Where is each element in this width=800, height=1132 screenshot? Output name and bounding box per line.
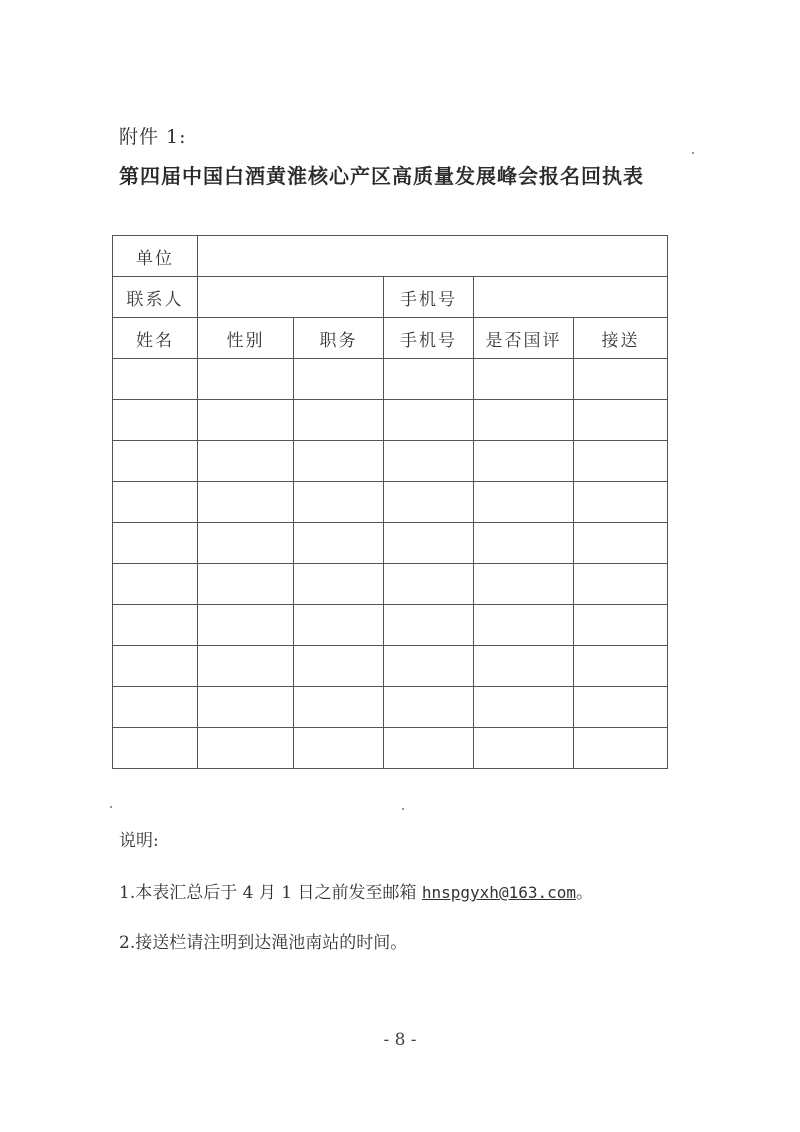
attendee-row (113, 441, 668, 482)
contact-label: 联系人 (113, 277, 198, 318)
attendee-cell[interactable] (474, 605, 574, 646)
unit-row (113, 236, 668, 277)
email-link[interactable]: hnspgyxh@163.com (421, 883, 576, 902)
attendee-cell[interactable] (198, 400, 294, 441)
attendee-cell[interactable] (294, 441, 384, 482)
unit-label: 单位 (113, 236, 198, 277)
attendee-cell[interactable] (113, 400, 198, 441)
column-header-row (113, 318, 668, 359)
attendee-cell[interactable] (113, 687, 198, 728)
attendee-cell[interactable] (294, 646, 384, 687)
attendee-cell[interactable] (294, 687, 384, 728)
scan-speck (110, 806, 112, 808)
attendee-cell[interactable] (198, 646, 294, 687)
column-header-national-judge: 是否国评 (474, 318, 574, 359)
column-header-phone: 手机号 (384, 318, 474, 359)
attendee-cell[interactable] (574, 359, 668, 400)
attendee-cell[interactable] (198, 687, 294, 728)
attendee-row (113, 728, 668, 769)
form-title: 第四届中国白酒黄淮核心产区高质量发展峰会报名回执表 (119, 164, 644, 188)
attendee-cell[interactable] (474, 441, 574, 482)
note-item-1-suffix: 。 (576, 883, 593, 903)
column-header-pickup: 接送 (574, 318, 668, 359)
phone-input-cell[interactable] (474, 277, 668, 318)
attendee-cell[interactable] (574, 523, 668, 564)
phone-label: 手机号 (384, 277, 474, 318)
scan-speck (692, 152, 694, 154)
attendee-cell[interactable] (113, 441, 198, 482)
unit-input-cell[interactable] (198, 236, 668, 277)
contact-input-cell[interactable] (198, 277, 384, 318)
attendee-cell[interactable] (198, 482, 294, 523)
attendee-cell[interactable] (574, 728, 668, 769)
attendee-cell[interactable] (113, 728, 198, 769)
attendee-cell[interactable] (474, 728, 574, 769)
attendee-cell[interactable] (198, 359, 294, 400)
attendee-cell[interactable] (474, 482, 574, 523)
attendee-row (113, 564, 668, 605)
attendee-cell[interactable] (384, 523, 474, 564)
note-item-2: 2.接送栏请注明到达渑池南站的时间。 (119, 933, 408, 953)
attendee-cell[interactable] (113, 523, 198, 564)
attendee-cell[interactable] (198, 523, 294, 564)
attendee-row (113, 523, 668, 564)
attendee-cell[interactable] (294, 400, 384, 441)
notes-heading: 说明: (119, 831, 159, 851)
attendee-cell[interactable] (113, 646, 198, 687)
attendee-cell[interactable] (474, 564, 574, 605)
attendee-row (113, 605, 668, 646)
attendee-cell[interactable] (474, 646, 574, 687)
attendee-cell[interactable] (294, 605, 384, 646)
attendee-cell[interactable] (574, 482, 668, 523)
attendee-cell[interactable] (294, 728, 384, 769)
column-header-name: 姓名 (113, 318, 198, 359)
attendee-cell[interactable] (294, 523, 384, 564)
attendee-cell[interactable] (474, 687, 574, 728)
attendee-cell[interactable] (384, 400, 474, 441)
attendee-cell[interactable] (384, 605, 474, 646)
attendee-cell[interactable] (198, 605, 294, 646)
attendee-cell[interactable] (574, 605, 668, 646)
column-header-position: 职务 (294, 318, 384, 359)
contact-row (113, 277, 668, 318)
attendee-cell[interactable] (474, 400, 574, 441)
note-item-1-text: 1.本表汇总后于 4 月 1 日之前发至邮箱 (119, 883, 422, 903)
attendee-cell[interactable] (474, 359, 574, 400)
attendee-row (113, 482, 668, 523)
attendee-rows (113, 359, 668, 769)
attendee-cell[interactable] (113, 564, 198, 605)
attendee-cell[interactable] (574, 646, 668, 687)
column-header-gender: 性别 (198, 318, 294, 359)
attendee-cell[interactable] (384, 441, 474, 482)
attendee-cell[interactable] (384, 482, 474, 523)
attendee-cell[interactable] (113, 482, 198, 523)
attendee-row (113, 687, 668, 728)
attendee-cell[interactable] (384, 646, 474, 687)
attachment-label: 附件 1: (119, 126, 187, 148)
attendee-cell[interactable] (384, 728, 474, 769)
attendee-row (113, 646, 668, 687)
attendee-cell[interactable] (574, 564, 668, 605)
attendee-cell[interactable] (384, 687, 474, 728)
registration-form-table (112, 235, 668, 769)
attendee-cell[interactable] (198, 728, 294, 769)
attendee-cell[interactable] (384, 359, 474, 400)
page-number: - 8 - (383, 1030, 417, 1050)
attendee-row (113, 359, 668, 400)
note-item-1 (119, 878, 593, 903)
attendee-cell[interactable] (474, 523, 574, 564)
attendee-cell[interactable] (198, 441, 294, 482)
attendee-cell[interactable] (294, 564, 384, 605)
attendee-cell[interactable] (113, 605, 198, 646)
scan-speck (402, 808, 404, 810)
attendee-cell[interactable] (113, 359, 198, 400)
attendee-cell[interactable] (294, 482, 384, 523)
attendee-cell[interactable] (574, 400, 668, 441)
attendee-cell[interactable] (574, 687, 668, 728)
attendee-cell[interactable] (198, 564, 294, 605)
attendee-cell[interactable] (574, 441, 668, 482)
attendee-cell[interactable] (294, 359, 384, 400)
attendee-cell[interactable] (384, 564, 474, 605)
attendee-row (113, 400, 668, 441)
